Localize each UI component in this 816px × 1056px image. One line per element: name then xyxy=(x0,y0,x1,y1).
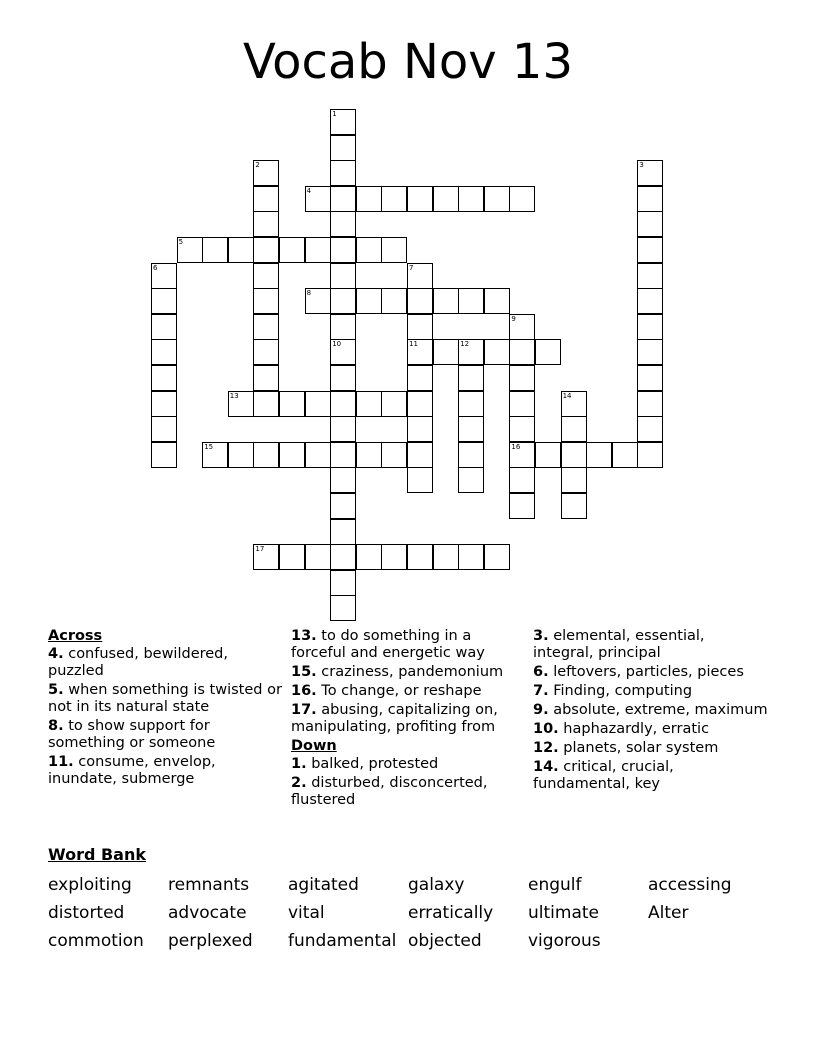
clue xyxy=(533,702,769,719)
word-bank-item: vital xyxy=(288,903,325,923)
grid-cell[interactable] xyxy=(509,442,535,468)
grid-cell[interactable] xyxy=(151,416,177,442)
clue xyxy=(291,775,527,809)
grid-cell[interactable] xyxy=(305,237,331,263)
clue xyxy=(533,721,769,738)
grid-cell[interactable] xyxy=(279,391,305,417)
word-bank-item: Alter xyxy=(648,903,689,923)
grid-cell[interactable] xyxy=(484,339,510,365)
grid-cell[interactable] xyxy=(253,365,279,391)
grid-cell[interactable] xyxy=(484,288,510,314)
clue xyxy=(533,664,769,681)
word-bank-item: remnants xyxy=(168,875,250,895)
grid-cell[interactable] xyxy=(458,416,484,442)
word-bank-item: advocate xyxy=(168,903,247,923)
grid-cell[interactable] xyxy=(381,186,407,212)
clue-text: absolute, extreme, maximum xyxy=(548,702,768,718)
clue-number: 4 xyxy=(306,186,312,195)
grid-cell[interactable] xyxy=(253,339,279,365)
grid-cell[interactable] xyxy=(509,467,535,493)
grid-cell[interactable] xyxy=(330,391,356,417)
grid-cell[interactable] xyxy=(535,339,561,365)
grid-cell[interactable] xyxy=(407,391,433,417)
grid-cell[interactable] xyxy=(330,314,356,340)
clue-number-label: 2. xyxy=(291,775,307,791)
grid-cell[interactable] xyxy=(637,391,663,417)
grid-cell[interactable] xyxy=(330,288,356,314)
down-clue-list xyxy=(291,756,527,809)
grid-cell[interactable] xyxy=(561,493,587,519)
grid-cell[interactable] xyxy=(253,288,279,314)
grid-cell[interactable] xyxy=(637,211,663,237)
clue-number-label: 3. xyxy=(533,628,549,644)
grid-cell[interactable] xyxy=(407,544,433,570)
clue xyxy=(48,754,284,788)
grid-cell[interactable] xyxy=(458,288,484,314)
grid-cell[interactable] xyxy=(561,391,587,417)
clue-number: 3 xyxy=(639,161,644,170)
clue-text: to show support for something or someone xyxy=(48,718,216,751)
grid-cell[interactable] xyxy=(407,365,433,391)
grid-cell[interactable] xyxy=(330,263,356,289)
grid-cell[interactable] xyxy=(330,365,356,391)
grid-cell[interactable] xyxy=(330,109,356,135)
grid-cell[interactable] xyxy=(253,211,279,237)
grid-cell[interactable] xyxy=(407,186,433,212)
clue-text: when something is twisted or not in its natural state xyxy=(48,682,282,715)
grid-cell[interactable] xyxy=(561,442,587,468)
down-clue-list-continued xyxy=(533,628,769,793)
clue-number: 8 xyxy=(306,289,312,298)
grid-cell[interactable] xyxy=(612,442,638,468)
clue-text: craziness, pandemonium xyxy=(316,664,504,680)
grid-cell[interactable] xyxy=(407,416,433,442)
grid-cell[interactable] xyxy=(407,467,433,493)
grid-cell[interactable] xyxy=(561,416,587,442)
grid-cell[interactable] xyxy=(330,467,356,493)
clue-number: 14 xyxy=(562,391,572,400)
grid-cell[interactable] xyxy=(509,314,535,340)
grid-cell[interactable] xyxy=(433,544,459,570)
clue-text: leftovers, particles, pieces xyxy=(548,664,744,680)
grid-cell[interactable] xyxy=(381,442,407,468)
clue-number: 15 xyxy=(204,442,214,451)
grid-cell[interactable] xyxy=(484,544,510,570)
grid-cell[interactable] xyxy=(228,442,254,468)
clue-number-label: 1. xyxy=(291,756,307,772)
clue-number-label: 9. xyxy=(533,702,549,718)
clue-number-label: 13. xyxy=(291,628,317,644)
grid-cell[interactable] xyxy=(381,544,407,570)
clue-text: elemental, essential, integral, principal xyxy=(533,628,705,661)
across-clue-list xyxy=(48,646,284,788)
grid-cell[interactable] xyxy=(330,544,356,570)
grid-cell[interactable] xyxy=(637,288,663,314)
grid-cell[interactable] xyxy=(330,416,356,442)
grid-cell[interactable] xyxy=(458,339,484,365)
grid-cell[interactable] xyxy=(151,365,177,391)
clue-number: 11 xyxy=(409,340,418,349)
word-bank-title: Word Bank xyxy=(48,845,147,864)
clue xyxy=(291,702,527,736)
clue xyxy=(291,683,527,700)
grid-cell[interactable] xyxy=(535,442,561,468)
grid-cell[interactable] xyxy=(458,365,484,391)
grid-cell[interactable] xyxy=(279,237,305,263)
grid-cell[interactable] xyxy=(637,160,663,186)
grid-cell[interactable] xyxy=(637,365,663,391)
grid-cell[interactable] xyxy=(381,237,407,263)
grid-cell[interactable] xyxy=(561,467,587,493)
clue-number: 10 xyxy=(332,340,342,349)
grid-cell[interactable] xyxy=(637,186,663,212)
clue-number-label: 8. xyxy=(48,718,64,734)
grid-cell[interactable] xyxy=(433,288,459,314)
word-bank-item: exploiting xyxy=(48,875,132,895)
word-bank-item: ultimate xyxy=(528,903,599,923)
word-bank-item: accessing xyxy=(648,875,732,895)
across-heading: Across xyxy=(48,628,103,644)
grid-cell[interactable] xyxy=(253,442,279,468)
grid-cell[interactable] xyxy=(458,442,484,468)
grid-cell[interactable] xyxy=(305,186,331,212)
grid-cell[interactable] xyxy=(381,391,407,417)
grid-cell[interactable] xyxy=(151,288,177,314)
clue xyxy=(291,628,527,662)
grid-cell[interactable] xyxy=(253,186,279,212)
word-bank-item: vigorous xyxy=(528,931,601,951)
grid-cell[interactable] xyxy=(458,467,484,493)
clue-number: 7 xyxy=(409,263,414,272)
clue-number: 2 xyxy=(255,161,260,170)
grid-cell[interactable] xyxy=(305,442,331,468)
clues-column-3 xyxy=(533,628,769,795)
grid-cell[interactable] xyxy=(305,391,331,417)
grid-cell[interactable] xyxy=(151,263,177,289)
grid-cell[interactable] xyxy=(637,416,663,442)
clue-number-label: 14. xyxy=(533,759,559,775)
grid-cell[interactable] xyxy=(330,339,356,365)
grid-cell[interactable] xyxy=(637,339,663,365)
grid-cell[interactable] xyxy=(305,288,331,314)
grid-cell[interactable] xyxy=(330,211,356,237)
clue xyxy=(48,646,284,680)
clue-text: consume, envelop, inundate, submerge xyxy=(48,754,216,787)
grid-cell[interactable] xyxy=(151,339,177,365)
clue-text: disturbed, disconcerted, flustered xyxy=(291,775,488,808)
grid-cell[interactable] xyxy=(330,160,356,186)
grid-cell[interactable] xyxy=(509,365,535,391)
word-bank-item: erratically xyxy=(408,903,494,923)
grid-cell[interactable] xyxy=(458,186,484,212)
clue-text: haphazardly, erratic xyxy=(558,721,710,737)
word-bank-item: objected xyxy=(408,931,482,951)
clue-text: critical, crucial, fundamental, key xyxy=(533,759,674,792)
clue xyxy=(533,628,769,662)
word-bank-item: distorted xyxy=(48,903,125,923)
clue xyxy=(291,664,527,681)
grid-cell[interactable] xyxy=(509,416,535,442)
grid-cell[interactable] xyxy=(330,595,356,621)
clue-text: abusing, capitalizing on, manipulating, profiting from xyxy=(291,702,498,735)
grid-cell[interactable] xyxy=(151,391,177,417)
clue xyxy=(291,756,527,773)
grid-cell[interactable] xyxy=(356,288,382,314)
grid-cell[interactable] xyxy=(253,314,279,340)
clue-number: 12 xyxy=(460,340,470,349)
clue-text: to do something in a forceful and energetic way xyxy=(291,628,485,661)
word-bank-item: engulf xyxy=(528,875,582,895)
grid-cell[interactable] xyxy=(330,135,356,161)
grid-cell[interactable] xyxy=(407,288,433,314)
grid-cell[interactable] xyxy=(279,544,305,570)
clue-number-label: 17. xyxy=(291,702,317,718)
clue xyxy=(533,740,769,757)
grid-cell[interactable] xyxy=(356,237,382,263)
grid-cell[interactable] xyxy=(637,314,663,340)
grid-cell[interactable] xyxy=(202,237,228,263)
clue-number-label: 5. xyxy=(48,682,64,698)
grid-cell[interactable] xyxy=(433,339,459,365)
clue-number-label: 4. xyxy=(48,646,64,662)
clue-number-label: 10. xyxy=(533,721,559,737)
grid-cell[interactable] xyxy=(253,263,279,289)
grid-cell[interactable] xyxy=(356,186,382,212)
grid-cell[interactable] xyxy=(509,391,535,417)
grid-cell[interactable] xyxy=(228,237,254,263)
grid-cell[interactable] xyxy=(509,186,535,212)
clue-number-label: 11. xyxy=(48,754,74,770)
clue xyxy=(48,718,284,752)
grid-cell[interactable] xyxy=(458,544,484,570)
page-title: Vocab Nov 13 xyxy=(242,34,574,90)
clue-text: To change, or reshape xyxy=(316,683,482,699)
clue xyxy=(533,683,769,700)
clue-number-label: 15. xyxy=(291,664,317,680)
grid-cell[interactable] xyxy=(279,442,305,468)
word-bank-item: perplexed xyxy=(168,931,253,951)
grid-cell[interactable] xyxy=(356,442,382,468)
clues-column-2 xyxy=(291,628,527,811)
grid-cell[interactable] xyxy=(330,186,356,212)
grid-cell[interactable] xyxy=(356,391,382,417)
clue-number: 13 xyxy=(229,391,239,400)
clue-number: 1 xyxy=(332,110,337,118)
grid-cell[interactable] xyxy=(407,442,433,468)
grid-cell[interactable] xyxy=(637,237,663,263)
clue-text: balked, protested xyxy=(306,756,439,772)
grid-cell[interactable] xyxy=(202,442,228,468)
grid-cell[interactable] xyxy=(330,570,356,596)
grid-cell[interactable] xyxy=(330,237,356,263)
grid-cell[interactable] xyxy=(433,186,459,212)
grid-cell[interactable] xyxy=(637,263,663,289)
clue xyxy=(533,759,769,793)
clue-number-label: 16. xyxy=(291,683,317,699)
grid-cell[interactable] xyxy=(407,339,433,365)
clue-number: 9 xyxy=(511,314,516,323)
clue-number: 5 xyxy=(178,238,184,246)
word-bank-item: commotion xyxy=(48,931,144,951)
grid-cell[interactable] xyxy=(253,391,279,417)
word-bank-item: galaxy xyxy=(408,875,465,895)
across-clue-list-continued xyxy=(291,628,527,736)
grid-cell[interactable] xyxy=(253,544,279,570)
clue-number-label: 6. xyxy=(533,664,549,680)
word-bank-item: agitated xyxy=(288,875,359,895)
grid-cell[interactable] xyxy=(356,544,382,570)
grid-cell[interactable] xyxy=(177,237,203,263)
grid-cell[interactable] xyxy=(253,160,279,186)
clue-number-label: 12. xyxy=(533,740,559,756)
grid-cell[interactable] xyxy=(228,391,254,417)
word-bank-item: fundamental xyxy=(288,931,397,951)
clues-column-1 xyxy=(48,628,284,790)
grid-cell[interactable] xyxy=(637,442,663,468)
grid-cell[interactable] xyxy=(484,186,510,212)
grid-cell[interactable] xyxy=(509,493,535,519)
clue xyxy=(48,682,284,716)
grid-cell[interactable] xyxy=(151,442,177,468)
grid-cell[interactable] xyxy=(253,237,279,263)
clue-text: planets, solar system xyxy=(558,740,719,756)
clue-number: 6 xyxy=(153,263,158,272)
clue-text: confused, bewildered, puzzled xyxy=(48,646,228,679)
clue-number-label: 7. xyxy=(533,683,549,699)
grid-cell[interactable] xyxy=(407,263,433,289)
grid-cell[interactable] xyxy=(509,339,535,365)
clue-number: 16 xyxy=(511,442,521,451)
grid-cell[interactable] xyxy=(330,493,356,519)
down-heading: Down xyxy=(291,738,337,754)
clue-text: Finding, computing xyxy=(548,683,693,699)
clue-number: 17 xyxy=(255,545,265,554)
grid-cell[interactable] xyxy=(407,314,433,340)
grid-cell[interactable] xyxy=(330,519,356,545)
grid-cell[interactable] xyxy=(586,442,612,468)
grid-cell[interactable] xyxy=(151,314,177,340)
grid-cell[interactable] xyxy=(330,442,356,468)
grid-cell[interactable] xyxy=(381,288,407,314)
grid-cell[interactable] xyxy=(305,544,331,570)
grid-cell[interactable] xyxy=(458,391,484,417)
